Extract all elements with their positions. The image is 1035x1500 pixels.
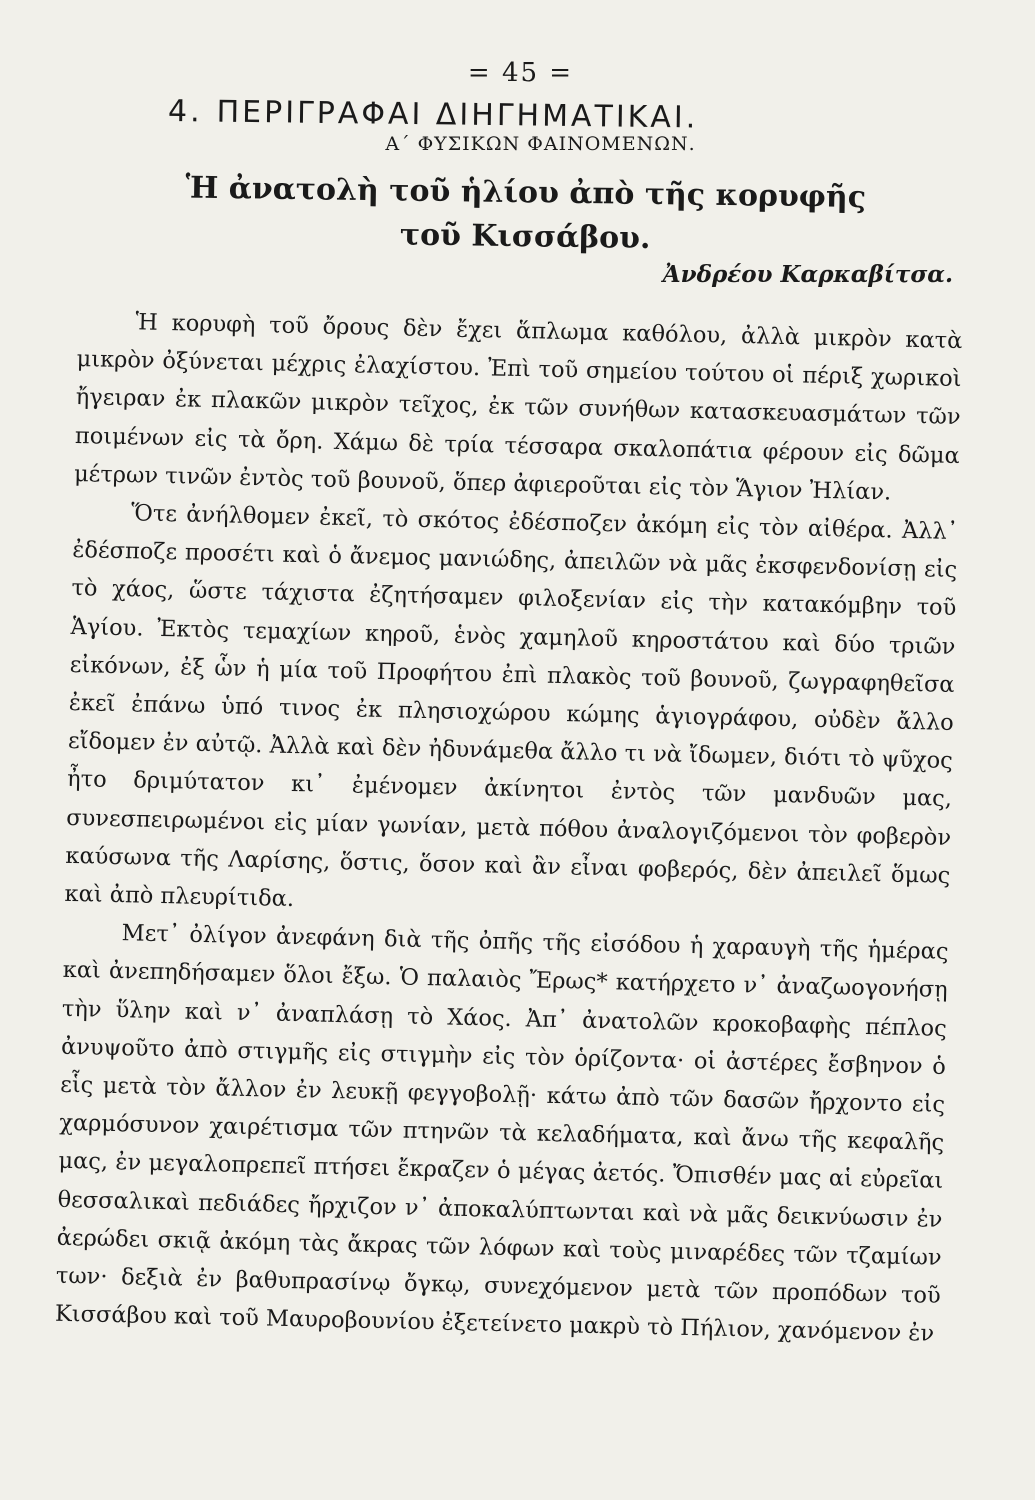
subheading: Α΄ ΦΥΣΙΚΩΝ ΦΑΙΝΟΜΕΝΩΝ. [385, 133, 696, 155]
paragraph-1: Ἡ κορυφὴ τοῦ ὄρους δὲν ἔχει ἅπλωμα καθόλου, ἀλλὰ μικρὸν κατὰ μικρὸν ὀξύνεται μέχρις ἐλαχίστου. Ἐπὶ τοῦ σημείου τούτου οἱ πέριξ χωρικοὶ ἤγειραν ἐκ πλακῶν μικρὸν τεῖχος, ἐκ τῶν συνήθων κατασκευασμάτων τῶν ποιμένων εἰς τὰ ὄρη. Χάμω δὲ τρία τέσσαρα σκαλοπάτια φέρουν εἰς δῶμα μέτρων τινῶν ἐντὸς τοῦ βουνοῦ, ὅπερ ἀφιεροῦται εἰς τὸν Ἅγιον Ἠλίαν. [73, 309, 963, 506]
paragraph-2: Ὅτε ἀνήλθομεν ἐκεῖ, τὸ σκότος ἐδέσποζεν ἀκόμη εἰς τὸν αἰθέρα. Ἀλλ᾽ ἐδέσποζε προσέτι καὶ ὁ ἄνεμος μανιώδης, ἀπειλῶν νὰ μᾶς ἐκσφενδονίσῃ εἰς τὸ χάος, ὥστε τάχιστα ἐζητήσαμεν φιλοξενίαν εἰς τὴν κατακόμβην τοῦ Ἁγίου. Ἐκτὸς τεμαχίων κηροῦ, ἑνὸς χαμηλοῦ κηροστάτου καὶ δύο τριῶν εἰκόνων, ἐξ ὧν ἡ μία τοῦ Προφήτου ἐπὶ πλακὸς τοῦ βουνοῦ, ζωγραφηθεῖσα ἐκεῖ ἐπάνω ὑπό τινος ἐκ πλησιοχώρου κώμης ἁγιογράφου, οὐδὲν ἄλλο εἴδομεν ἐν αὐτῷ. Ἀλλὰ καὶ δὲν ἠδυνάμεθα ἄλλο τι νὰ ἴδωμεν, διότι τὸ ψῦχος ἦτο δριμύτατον κι᾽ ἐμένομεν ἀκίνητοι ἐντὸς τῶν μανδυῶν μας, συνεσπειρωμένοι εἰς μίαν γωνίαν, μετὰ πόθου ἀναλογιζόμενοι τὸν φοβερὸν καύσωνα τῆς Λαρίσης, ὅστις, ὅσον καὶ ἂν εἶναι φοβερός, δὲν ἀπειλεῖ ὅμως καὶ ἀπὸ πλευρίτιδα. [64, 500, 959, 913]
section-title: ΠΕΡΙΓΡΑΦΑΙ ΔΙΗΓΗΜΑΤΙΚΑΙ. [216, 94, 699, 136]
article-title-line-2: τοῦ Κισσάβου. [399, 217, 651, 256]
author-name: Ἀνδρέου Καρκαβίτσα. [662, 261, 953, 288]
article-title-line-1: Ἡ ἀνατολὴ τοῦ ἡλίου ἀπὸ τῆς κορυφῆς [185, 170, 867, 215]
article-body [55, 302, 963, 1353]
page-number: = 45 = [467, 58, 574, 88]
paragraph-3: Μετ᾽ ὀλίγον ἀνεφάνη διὰ τῆς ὀπῆς τῆς εἰσόδου ἡ χαραυγὴ τῆς ἡμέρας καὶ ἀνεπηδήσαμεν ὅλοι ἔξω. Ὁ παλαιὸς Ἔρως* κατήρχετο ν᾽ ἀναζωογονήσῃ τὴν ὕλην καὶ ν᾽ ἀναπλάσῃ τὸ Χάος. Ἀπ᾽ ἀνατολῶν κροκοβαφὴς πέπλος ἀνυψοῦτο ἀπὸ στιγμῆς εἰς στιγμὴν εἰς τὸν ὁρίζοντα· οἱ ἀστέρες ἔσβηνον ὁ εἷς μετὰ τὸν ἄλλον ἐν λευκῇ φεγγοβολῇ· κάτω ἀπὸ τῶν δασῶν ἤρχοντο εἰς χαρμόσυνον χαιρέτισμα τῶν πτηνῶν τὰ κελαδήματα, καὶ ἄνω τῆς κεφαλῆς μας, ἐν μεγαλοπρεπεῖ πτήσει ἔκραζεν ὁ μέγας ἀετός. Ὄπισθέν μας αἱ εὐρεῖαι θεσσαλικαὶ πεδιάδες ἤρχιζον ν᾽ ἀποκαλύπτωνται καὶ νὰ μᾶς δεικνύωσιν ἐν ἀερώδει σκιᾷ ἀκόμη τὰς ἄκρας τῶν λόφων καὶ τοὺς μιναρέδες τῶν τζαμίων των· δεξιὰ ἐν βαθυπρασίνῳ ὄγκῳ, συνεχόμενον μετὰ τῶν προπόδων τοῦ Κισσάβου καὶ τοῦ Μαυροβουνίου ἐξετείνετο μακρὺ τὸ Πήλιον, χανόμενον ἐν [54, 920, 949, 1347]
section-heading [168, 94, 963, 139]
article-title [77, 165, 963, 265]
section-number: 4. [167, 94, 203, 130]
